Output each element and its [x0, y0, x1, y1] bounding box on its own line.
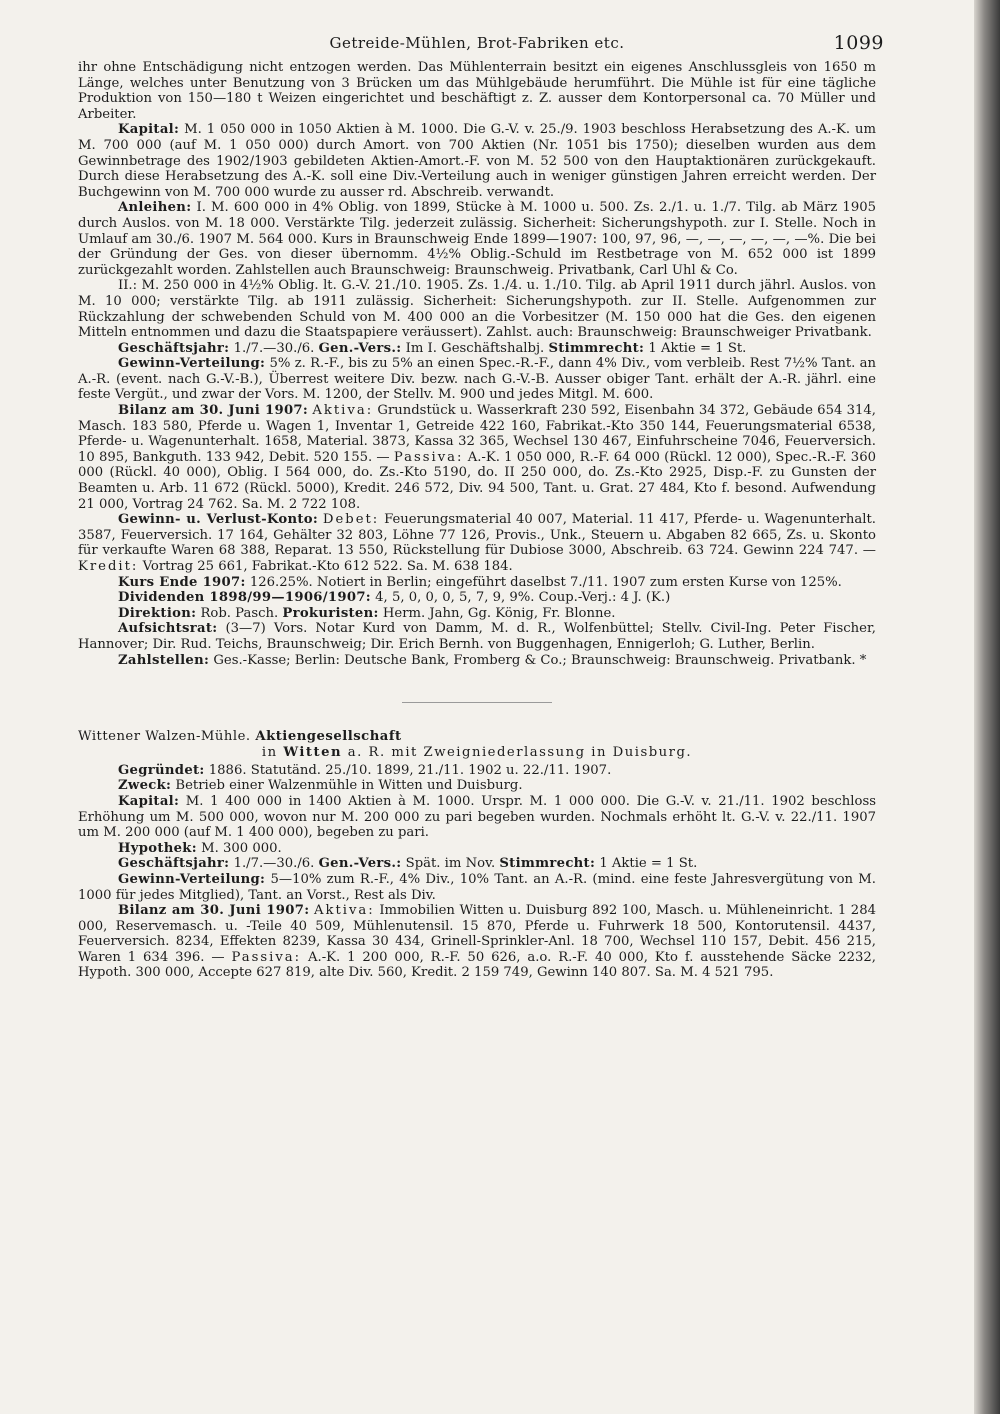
- document-page: [78, 30, 884, 981]
- passiva-word: Passiva:: [393, 449, 464, 465]
- hypothek-section: [78, 841, 876, 857]
- gewinnvert-label: Gewinn-Verteilung:: [118, 356, 266, 372]
- bilanz2-label: Bilanz am 30. Juni 1907:: [118, 903, 310, 919]
- zs-text: Ges.-Kasse; Berlin: Deutsche Bank, Fromberg & Co.; Braunschweig: Braunschweig. Privatbank. *: [213, 652, 867, 668]
- bilanz-section: [78, 403, 876, 512]
- zs-label: Zahlstellen:: [118, 652, 210, 668]
- direktion-section: [78, 606, 876, 622]
- gv-label: Gen.-Vers.:: [318, 340, 402, 356]
- kurs-section: [78, 575, 876, 591]
- gewinn-verteilung-section: [78, 356, 876, 403]
- company-name: Wittener Walzen-Mühle.: [78, 729, 251, 745]
- gj2-text: 1./7.—30./6.: [233, 856, 315, 872]
- dividenden-section: [78, 590, 876, 606]
- page-header: [78, 30, 884, 60]
- prok-label: Prokuristen:: [282, 605, 379, 621]
- gewinnvert2-text: 5—10% zum R.-F., 4% Div., 10% Tant. an A.-R. (mind. eine feste Jahresvergütung von M. 1000 für jedes Mitglied), Tant. an Vorst., Rest als Div.: [78, 871, 876, 903]
- gv2-label: Gen.-Vers.:: [318, 856, 402, 872]
- kredit-word: Kredit:: [78, 559, 139, 574]
- passiva2-word: Passiva:: [231, 949, 302, 965]
- kapital2-label: Kapital:: [118, 793, 180, 809]
- prok-text: Herm. Jahn, Gg. König, Fr. Blonne.: [382, 605, 616, 621]
- kapital-text: M. 1 050 000 in 1050 Aktien à M. 1000. Die G.-V. v. 25./9. 1903 beschloss Herabsetzung des A.-K. um M. 700 000 (auf M. 1 050 000) durch Amort. von 700 Aktien (Nr. 1051 bis 1750); dieselben wurden aus dem Gewinnbetrage des 1902/1903 gebildeten Aktien-Amort.-F. von M. 52 500 von den Hauptaktionären zurückgekauft. Durch diese Herabsetzung des A.-K. soll eine Div.-Verteilung auch in weniger günstigen Jahren erreicht werden. Der Buchgewinn von M. 700 000 wurde zu ausser rd. Abschreib. verwandt.: [78, 122, 876, 200]
- sr-text: 1 Aktie = 1 St.: [648, 340, 747, 356]
- second-entry: [78, 729, 876, 981]
- zahlstellen-section: [78, 653, 876, 669]
- section-divider: [402, 702, 552, 703]
- dir-text: Rob. Pasch.: [200, 605, 279, 621]
- hyp-label: Hypothek:: [118, 840, 197, 856]
- zweck-label: Zweck:: [118, 778, 172, 794]
- gj-text: 1./7.—30./6.: [233, 340, 315, 356]
- gewinnvert2-label: Gewinn-Verteilung:: [118, 871, 266, 887]
- bilanz2-section: [78, 903, 876, 981]
- dir-label: Direktion:: [118, 605, 197, 621]
- aktiva-text: Grundstück u. Wasserkraft 230 592, Eisenbahn 34 372, Gebäude 654 314, Masch. 183 580, Pferde u. Wagen 1, Inventar 1, Getreide 422 160, Fabrikat.-Kto 350 144, Feuerungsmaterial 6538, Pferde- u. Wagenunterhalt. 1658, Material. 3873, Kassa 32 365, Wechsel 130 467, Einfuhrscheine 7046, Feuerversich. 10 895, Bankguth. 133 942, Debit. 520 155. —: [78, 403, 876, 465]
- zweck-text: Betrieb einer Walzenmühle in Witten und Duisburg.: [175, 778, 523, 794]
- zweck-section: [78, 778, 876, 794]
- ar-label: Aufsichtsrat:: [118, 621, 218, 637]
- sr2-text: 1 Aktie = 1 St.: [599, 856, 698, 872]
- kredit-text: Vortrag 25 661, Fabrikat.-Kto 612 522. Sa. M. 638 184.: [142, 559, 513, 574]
- aufsichtsrat-section: [78, 621, 876, 652]
- anleihen-label: Anleihen:: [118, 200, 192, 216]
- debet-word: Debet:: [322, 512, 380, 528]
- sr-label: Stimmrecht:: [548, 340, 645, 356]
- kurs-label: Kurs Ende 1907:: [118, 574, 246, 590]
- kapital-section: [78, 122, 876, 200]
- gegr-label: Gegründet:: [118, 762, 205, 778]
- sr2-label: Stimmrecht:: [499, 856, 596, 872]
- location-city: Witten: [283, 744, 343, 760]
- guv-label: Gewinn- u. Verlust-Konto:: [118, 512, 319, 528]
- gewinnvert-text: 5% z. R.-F., bis zu 5% an einen Spec.-R.-F., dann 4% Div., vom verbleib. Rest 7½% Tant. an A.-R. (event. nach G.-V.-B.), Überrest weitere Div. bezw. nach G.-V.-B. Ausser obiger Tant. erhält der A.-R. jährl. eine feste Vergüt., und zwar der Vors. M. 1200, der Stellv. M. 900 und jedes Mitgl. M. 600.: [78, 356, 876, 403]
- running-title: Getreide-Mühlen, Brot-Fabriken etc.: [329, 34, 625, 52]
- gj-label: Geschäftsjahr:: [118, 340, 230, 356]
- page-binding-edge: [974, 0, 1000, 1414]
- passiva2-text: A.-K. 1 200 000, R.-F. 50 626, a.o. R.-F. 40 000, Kto f. ausstehende Säcke 2232, Hypoth. 300 000, Accepte 627 819, alte Div. 560, Kredit. 2 159 749, Gewinn 140 807. Sa. M. 4 521 795.: [78, 949, 876, 981]
- aktiva2-word: Aktiva:: [313, 903, 375, 919]
- page-number: 1099: [833, 32, 884, 54]
- company-form: Aktiengesellschaft: [255, 729, 402, 745]
- kapital2-section: [78, 794, 876, 841]
- ar-text: (3—7) Vors. Notar Kurd von Damm, M. d. R., Wolfenbüttel; Stellv. Civil-Ing. Peter Fischer, Hannover; Dir. Rud. Teichs, Braunschweig; Dir. Erich Bernh. von Buggenhagen, Ennigerloh; G. Luther, Berlin.: [78, 621, 876, 652]
- gegr-text: 1886. Statutänd. 25./10. 1899, 21./11. 1902 u. 22./11. 1907.: [208, 762, 612, 778]
- aktiva-word: Aktiva:: [312, 403, 374, 419]
- anleihen-section: [78, 200, 876, 278]
- intro-paragraph: ihr ohne Entschädigung nicht entzogen werden. Das Mühlenterrain besitzt ein eigenes Anschlussgleis von 1650 m Länge, welches unter Benutzung von 3 Brücken um das Mühlgebäude herumführt. Die Mühle ist für eine tägliche Produktion von 150—180 t Weizen eingerichtet und beschäftigt z. Z. ausser dem Kontorpersonal ca. 70 Müller und Arbeiter.: [78, 60, 876, 122]
- kapital-label: Kapital:: [118, 122, 180, 138]
- anleihen-text: I. M. 600 000 in 4% Oblig. von 1899, Stücke à M. 1000 u. 500. Zs. 2./1. u. 1./7. Tilg. ab März 1905 durch Auslos. von M. 18 000. Verstärkte Tilg. jederzeit zulässig. Sicherheit: Sicherungshypoth. zur I. Stelle. Noch in Umlauf am 30./6. 1907 M. 564 000. Kurs in Braunschweig Ende 1899—1907: 100, 97, 96, —, —, —, —, —, —%. Die bei der Gründung der Ges. von dieser übernomm. 4½% Oblig.-Schuld im Restbetrage von M. 652 000 ist 1899 zurückgezahlt worden. Zahlstellen auch Braunschweig: Braunschweig. Privatbank, Carl Uhl & Co.: [78, 200, 876, 278]
- gv2-text: Spät. im Nov.: [405, 856, 496, 872]
- first-entry: [78, 60, 876, 668]
- location-in: in: [261, 744, 278, 760]
- geschaeftsjahr-line: [78, 341, 876, 357]
- gj2-label: Geschäftsjahr:: [118, 856, 230, 872]
- company-title: [78, 729, 876, 745]
- geschaeftsjahr2-line: [78, 856, 876, 872]
- kapital2-text: M. 1 400 000 in 1400 Aktien à M. 1000. Urspr. M. 1 000 000. Die G.-V. v. 21./11. 1902 beschloss Erhöhung um M. 500 000, wovon nur M. 200 000 zu pari begeben wurden. Nochmals erhöht lt. G.-V. v. 22./11. 1907 um M. 200 000 (auf M. 1 400 000), begeben zu pari.: [78, 793, 876, 841]
- location-rest: a. R. mit Zweigniederlassung in Duisburg.: [347, 744, 693, 760]
- anleihen-ii-section: II.: M. 250 000 in 4½% Oblig. lt. G.-V. 21./10. 1905. Zs. 1./4. u. 1./10. Tilg. ab April 1911 durch jährl. Auslos. von M. 10 000; verstärkte Tilg. ab 1911 zulässig. Sicherheit: Sicherungshypoth. zur II. Stelle. Aufgenommen zur Rückzahlung der schwebenden Schuld von M. 400 000 an die Vorbesitzer (M. 150 000 hat die Ges. den eigenen Mitteln entnommen und dazu die Staatspapiere veräussert). Zahlst. auch: Braunschweig: Braunschweiger Privatbank.: [78, 278, 876, 341]
- div-text: 4, 5, 0, 0, 0, 5, 7, 9, 9%. Coup.-Verj.: 4 J. (K.): [375, 590, 671, 606]
- aktiva2-text: Immobilien Witten u. Duisburg 892 100, Masch. u. Mühleneinricht. 1 284 000, Reservemasch. u. -Teile 40 509, Mühlenutensil. 15 870, Pferde u. Fuhrwerk 18 500, Kontorutensil. 4437, Feuerversich. 8234, Effekten 8239, Kassa 30 434, Grinell-Sprinkler-Anl. 18 700, Wechsel 110 157, Debit. 456 215, Waren 1 634 396. —: [78, 903, 876, 965]
- gv-text: Im I. Geschäftshalbj.: [405, 340, 545, 356]
- kurs-text: 126.25%. Notiert in Berlin; eingeführt daselbst 7./11. 1907 zum ersten Kurse von 125%.: [249, 574, 842, 590]
- bilanz-label: Bilanz am 30. Juni 1907:: [118, 403, 309, 419]
- hyp-text: M. 300 000.: [201, 840, 282, 856]
- gewinn-verteilung2-section: [78, 872, 876, 903]
- div-label: Dividenden 1898/99—1906/1907:: [118, 590, 371, 606]
- company-location: [78, 745, 876, 761]
- passiva-text: A.-K. 1 050 000, R.-F. 64 000 (Rückl. 12 000), Spec.-R.-F. 360 000 (Rückl. 40 000), Oblig. I 564 000, do. Zs.-Kto 5190, do. II 250 000, do. Zs.-Kto 2925, Disp.-F. zu Gunsten der Beamten u. Arb. 11 672 (Rückl. 5000), Kredit. 246 572, Div. 94 500, Tant. u. Grat. 27 484, Kto f. besond. Aufwendung 21 000, Vortrag 24 762. Sa. M. 2 722 108.: [78, 449, 876, 512]
- guv-section: [78, 512, 876, 574]
- gegruendet-section: [78, 763, 876, 779]
- debet-text: Feuerungsmaterial 40 007, Material. 11 417, Pferde- u. Wagenunterhalt. 3587, Feuerversich. 17 164, Gehälter 32 803, Löhne 77 126, Provis., Unk., Steuern u. Abgaben 82 665, Zs. u. Skonto für verkaufte Waren 68 388, Reparat. 13 550, Rückstellung für Dubiose 3000, Abschreib. 63 724. Gewinn 224 747. —: [78, 512, 876, 559]
